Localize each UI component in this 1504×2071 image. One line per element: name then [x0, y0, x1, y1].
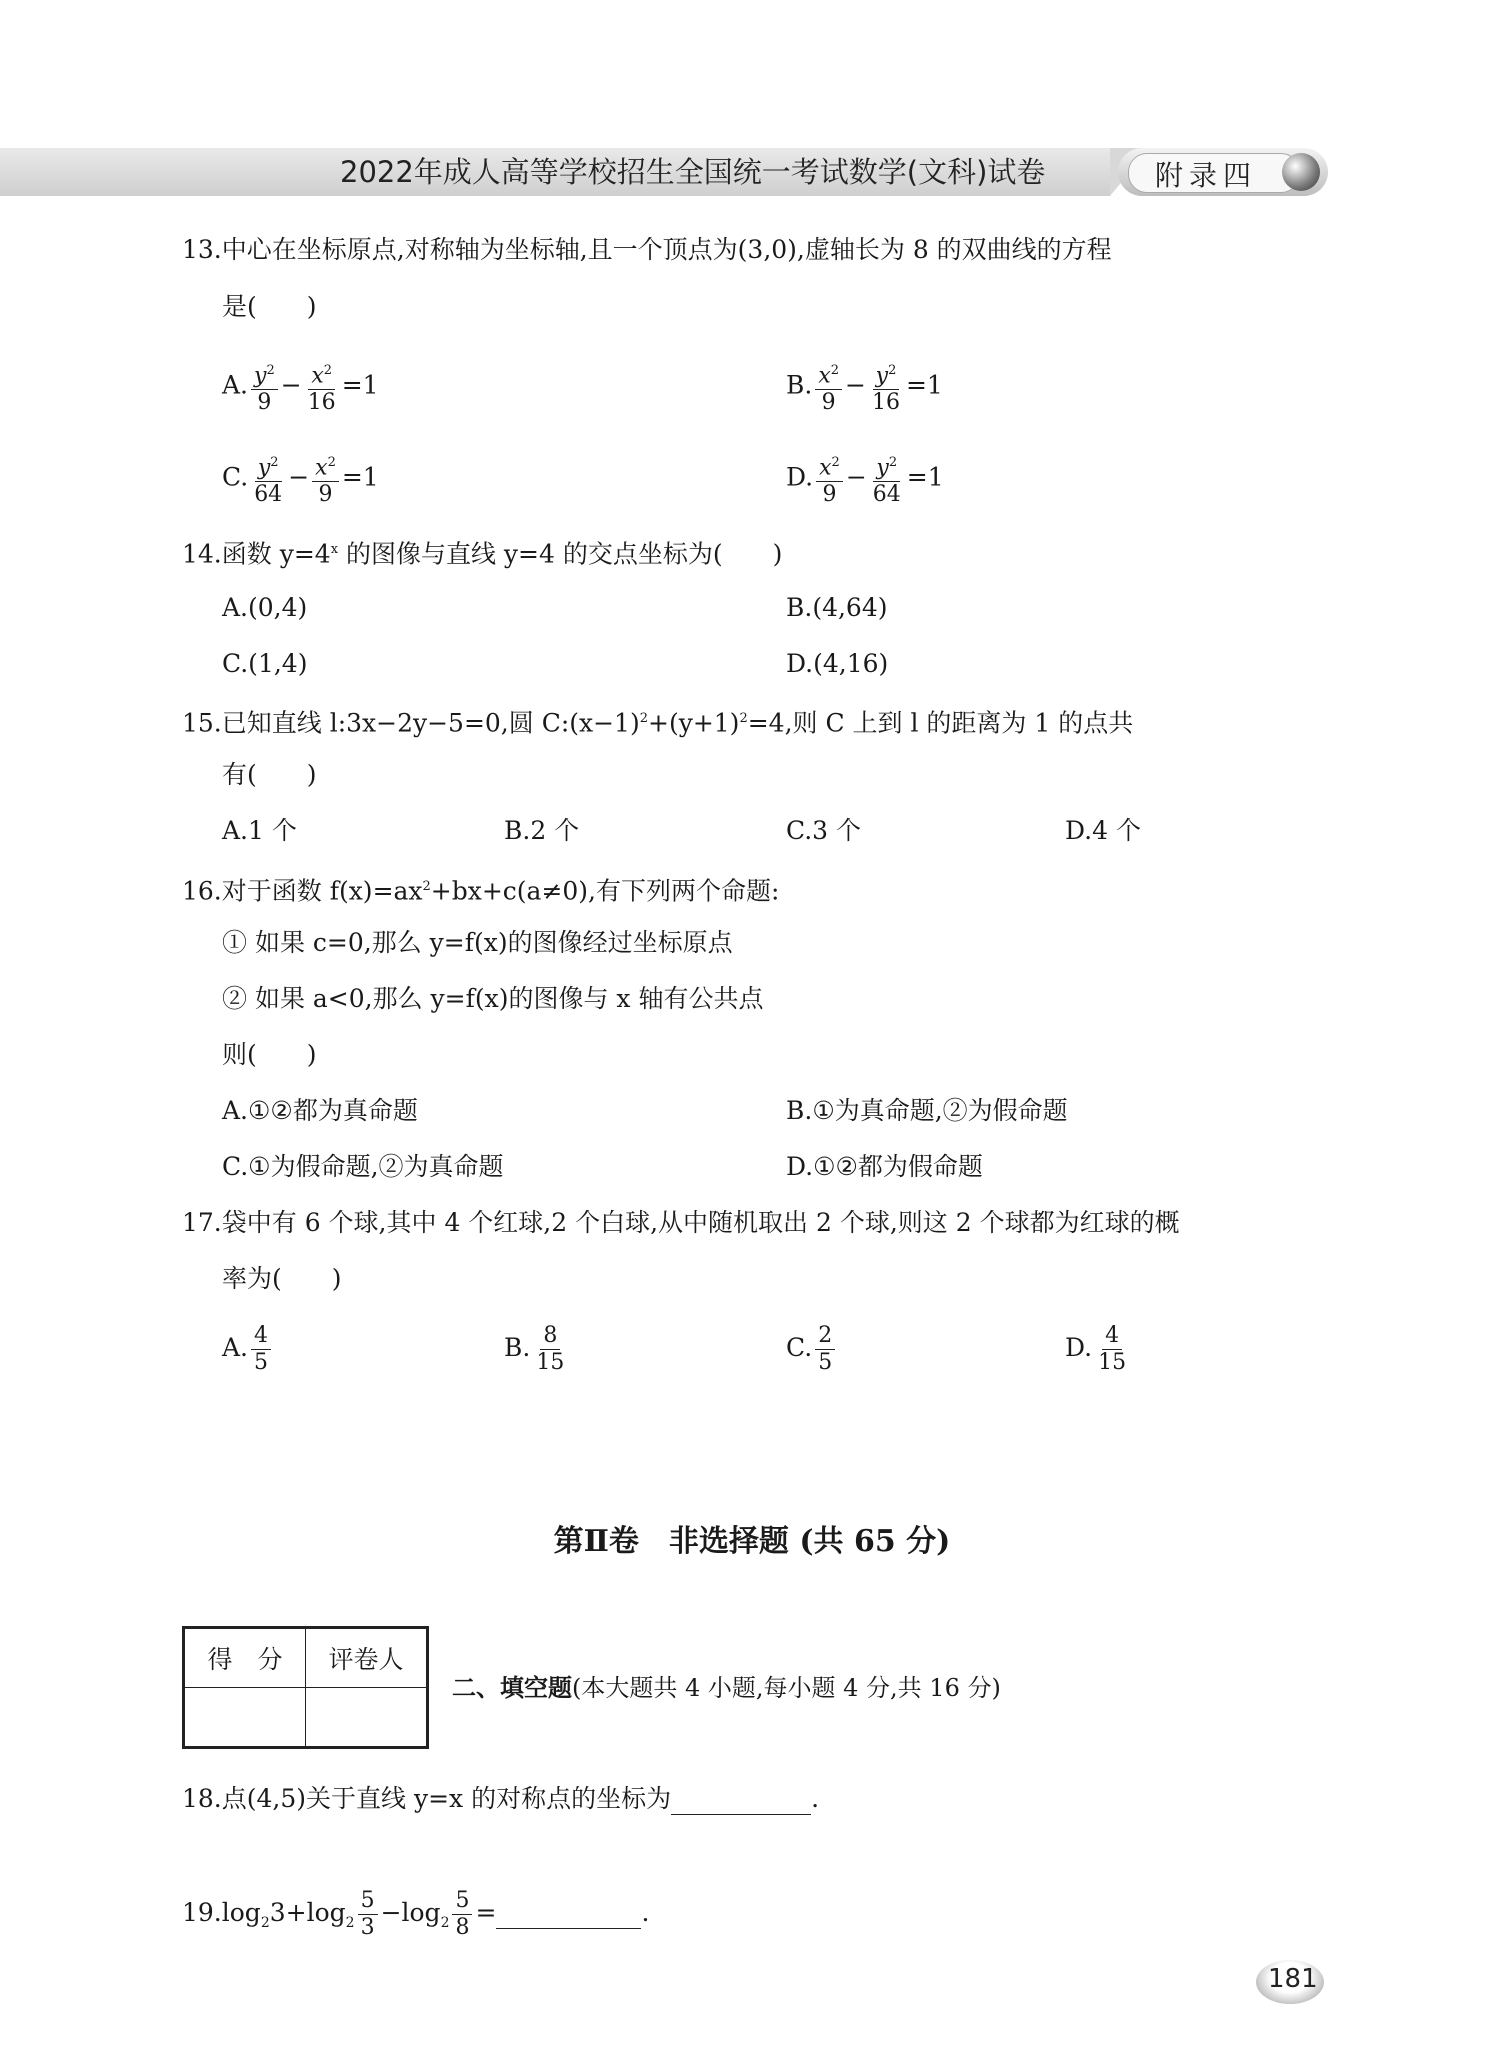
q18-answer-blank[interactable]: [671, 1784, 811, 1815]
q14-option-c: C.(1,4): [222, 649, 308, 678]
q17-option-b: B. $\frac{8}{15}$: [504, 1323, 565, 1375]
q17-option-c: C. $\frac{2}{5}$: [786, 1323, 838, 1376]
q13-option-b: B. $\frac{x^2}{9}$ − $\frac{y^2}{16}$ =1: [786, 358, 943, 416]
q17-line1: 17.袋中有 6 个球,其中 4 个红球,2 个白球,从中随机取出 2 个球,则这 2 个球都为红球的概: [182, 1208, 1180, 1237]
q17-option-a: A. $\frac{4}{5}$: [222, 1323, 274, 1376]
q16-option-c: C.①为假命题,②为真命题: [222, 1152, 504, 1181]
q14-option-d: D.(4,16): [786, 649, 889, 678]
q15-option-a: A.1 个: [222, 816, 297, 845]
q18: 18.点(4,5)关于直线 y=x 的对称点的坐标为 .: [182, 1784, 820, 1813]
grader-cell[interactable]: [306, 1688, 428, 1748]
q16-then: 则( ): [222, 1040, 317, 1069]
page-number: 181: [1268, 1964, 1318, 1994]
section-title: 第Ⅱ卷 非选择题 (共 65 分): [553, 1524, 951, 1559]
q15-option-b: B.2 个: [504, 816, 580, 845]
q15-option-c: C.3 个: [786, 816, 862, 845]
part2-heading: [452, 1668, 1001, 1703]
q16-stem: 16.对于函数 $f(x)=ax^2+bx+c(a\ne 0)$,有下列两个命题:: [182, 876, 780, 906]
part2-desc: (本大题共 4 小题,每小题 4 分,共 16 分): [572, 1674, 1001, 1702]
q16-proposition-2: ② 如果 a<0,那么 y=f(x)的图像与 x 轴有公共点: [222, 984, 764, 1013]
q13-option-d: D. $\frac{x^2}{9}$ − $\frac{y^2}{64}$ =1: [786, 450, 944, 508]
q13-line1: 13.中心在坐标原点,对称轴为坐标轴,且一个顶点为(3,0),虚轴长为 8 的双曲线的方程: [182, 235, 1112, 264]
q16-proposition-1: ① 如果 c=0,那么 y=f(x)的图像经过坐标原点: [222, 928, 733, 957]
q15-option-d: D.4 个: [1065, 816, 1141, 845]
q19-answer-blank[interactable]: [496, 1898, 641, 1929]
q13-option-a: A. $\frac{y^2}{9}$ − $\frac{x^2}{16}$ =1: [222, 358, 379, 416]
q15-line1: 15.已知直线 l:3x−2y−5=0,圆 $C:(x-1)^2+(y+1)^2=4$,则 C 上到 l 的距离为 1 的点共: [182, 708, 1134, 738]
score-header: 得 分: [184, 1628, 306, 1688]
q14-stem: 14.函数 $y=4^x$ 的图像与直线 y=4 的交点坐标为( ): [182, 539, 783, 569]
q16-option-a: A.①②都为真命题: [222, 1096, 418, 1125]
q13-option-c: C. $\frac{y^2}{64}$ − $\frac{x^2}{9}$ =1: [222, 450, 379, 508]
q16-option-d: D.①②都为假命题: [786, 1152, 983, 1181]
score-cell[interactable]: [184, 1688, 306, 1748]
q14-option-b: B.(4,64): [786, 593, 888, 622]
score-table: [182, 1626, 429, 1749]
grader-header: 评卷人: [306, 1628, 428, 1688]
header-title: 2022年成人高等学校招生全国统一考试数学(文科)试卷: [340, 155, 1046, 189]
part2-title: 二、填空题: [452, 1674, 572, 1702]
appendix-tab-label: 附录四: [1155, 159, 1258, 192]
tab-ball-icon: [1282, 153, 1320, 191]
q17-option-d: D. $\frac{4}{15}$: [1065, 1323, 1127, 1375]
q17-line2: 率为( ): [222, 1264, 342, 1293]
q19: $19.\log_23+\log_2$ $\frac{5}{3}$ $-\log_2$ $\frac{5}{8}$ = .: [182, 1888, 650, 1940]
q15-line2: 有( ): [222, 760, 317, 789]
q14-option-a: A.(0,4): [222, 593, 308, 622]
q16-option-b: B.①为真命题,②为假命题: [786, 1096, 1068, 1125]
q13-line2: 是( ): [222, 292, 317, 321]
